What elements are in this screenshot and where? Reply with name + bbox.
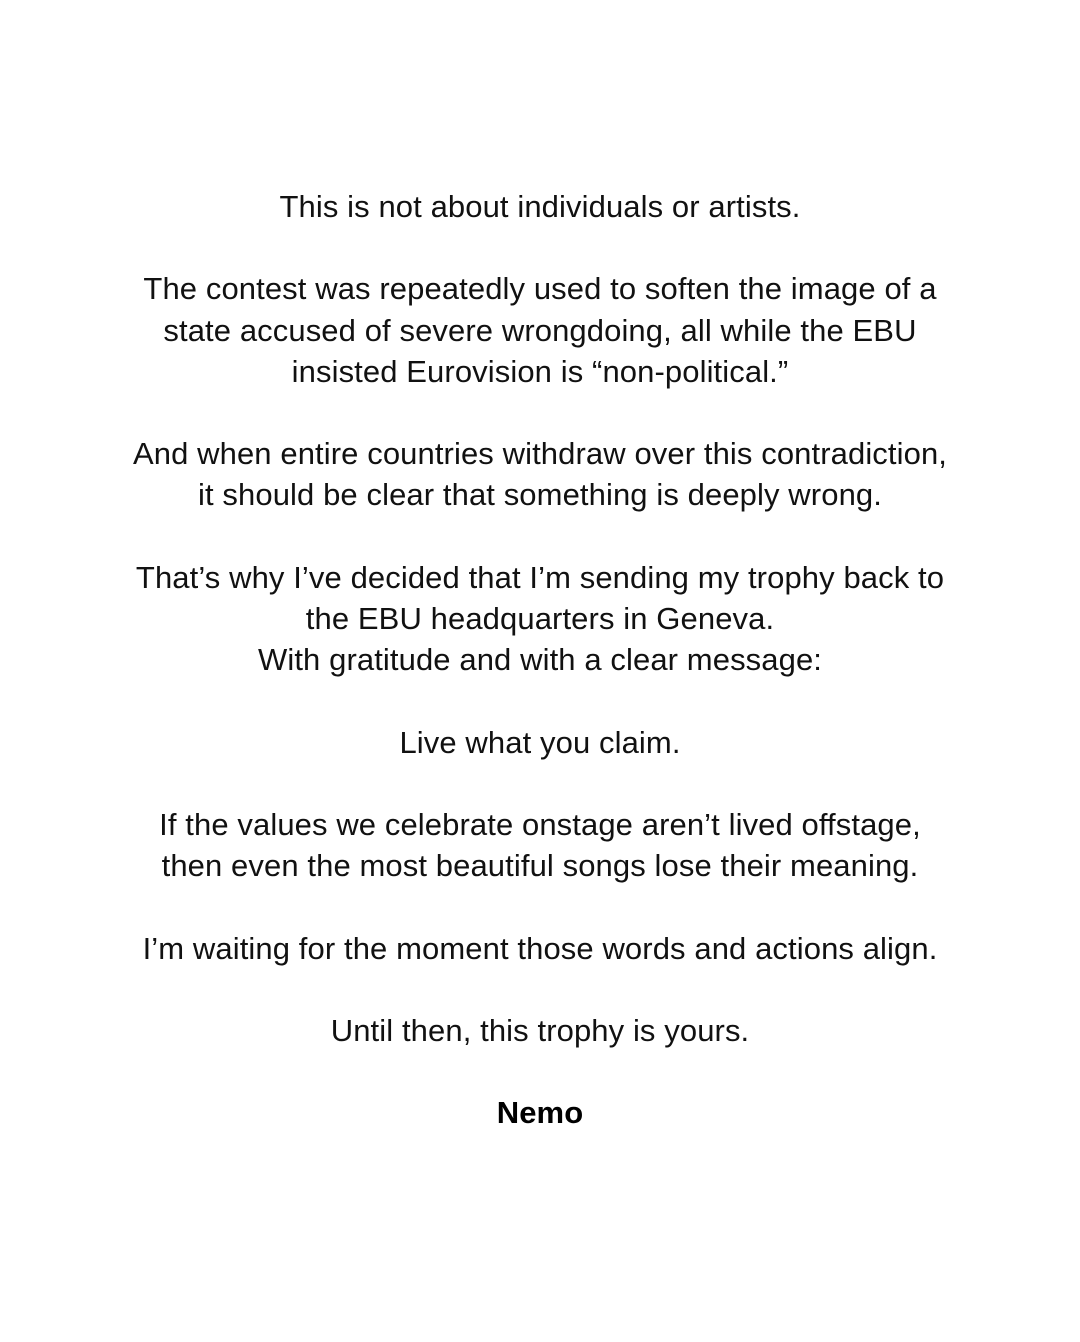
paragraph-line: the EBU headquarters in Geneva.: [305, 600, 775, 636]
statement: [0, 186, 1080, 1134]
paragraph-line: Live what you claim.: [399, 724, 681, 760]
paragraph-line: That’s why I’ve decided that I’m sending my trophy back to: [135, 559, 945, 595]
signature: Nemo: [496, 1095, 584, 1131]
paragraph-line: And when entire countries withdraw over this contradiction,: [132, 436, 948, 472]
paragraph-3: [0, 433, 1080, 515]
paragraph-line: insisted Eurovision is “non-political.”: [291, 353, 789, 389]
paragraph-line: Until then, this trophy is yours.: [330, 1012, 750, 1048]
paragraph-5: [0, 722, 1080, 763]
paragraph-1: [0, 186, 1080, 227]
paragraph-line: With gratitude and with a clear message:: [258, 642, 822, 678]
paragraph-line: The contest was repeatedly used to soften the image of a: [143, 271, 937, 307]
paragraph-7: [0, 928, 1080, 969]
paragraph-line: state accused of severe wrongdoing, all while the EBU: [163, 312, 917, 348]
paragraph-6: [0, 804, 1080, 886]
paragraph-line: then even the most beautiful songs lose their meaning.: [161, 848, 919, 884]
paragraph-line: I’m waiting for the moment those words and actions align.: [142, 930, 938, 966]
paragraph-4: [0, 557, 1080, 681]
paragraph-line: If the values we celebrate onstage aren’t lived offstage,: [159, 806, 921, 842]
paragraph-2: [0, 268, 1080, 392]
paragraph-line: This is not about individuals or artists.: [279, 189, 801, 224]
paragraph-8: [0, 1010, 1080, 1051]
paragraph-line: it should be clear that something is deeply wrong.: [198, 477, 882, 513]
